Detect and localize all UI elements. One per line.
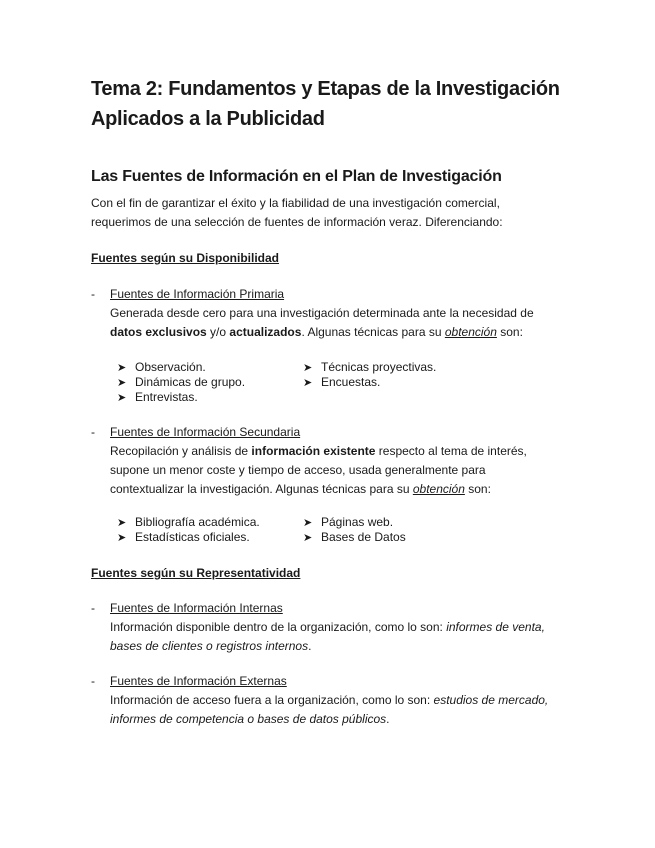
text-segment: . <box>386 712 390 726</box>
dash-marker: - <box>91 674 95 688</box>
text-segment: Recopilación y análisis de <box>110 444 252 458</box>
item-body-primaria <box>110 304 570 342</box>
section-title: Las Fuentes de Información en el Plan de Investigación <box>91 168 502 185</box>
arrow-bullet-icon: ➤ <box>303 362 313 374</box>
item-title-internas: Fuentes de Información Internas <box>110 601 283 615</box>
bullet-text: Observación. <box>135 360 206 374</box>
text-segment: son: <box>464 482 491 496</box>
item-title-externas: Fuentes de Información Externas <box>110 674 287 688</box>
bullet-text: Bibliografía académica. <box>135 515 260 529</box>
text-informacion-existente: información existente <box>251 444 376 458</box>
bullet-text: Estadísticas oficiales. <box>135 530 250 544</box>
text-italic: informes de venta, <box>446 620 545 634</box>
bullet-item <box>117 360 206 376</box>
text-obtencion: obtención <box>444 325 497 339</box>
arrow-bullet-icon: ➤ <box>117 362 127 374</box>
bullet-text: Páginas web. <box>321 515 394 529</box>
bullet-item <box>117 390 198 406</box>
dash-marker: - <box>91 601 95 615</box>
item-title-secundaria: Fuentes de Información Secundaria <box>110 425 301 439</box>
bullet-item <box>303 375 380 391</box>
text-segment: Información de acceso fuera a la organización, como lo son: <box>110 693 434 707</box>
bullet-item <box>117 530 250 546</box>
arrow-bullet-icon: ➤ <box>117 517 127 529</box>
intro-line-1: Con el fin de garantizar el éxito y la fiabilidad de una investigación comercial, <box>91 196 500 210</box>
bullet-text: Técnicas proyectivas. <box>321 360 437 374</box>
primaria-line-1: Generada desde cero para una investigación determinada ante la necesidad de <box>110 306 534 320</box>
text-segment: . <box>308 639 312 653</box>
text-actualizados: actualizados <box>229 325 302 339</box>
bullet-text: Entrevistas. <box>135 390 198 404</box>
intro-line-2: requerimos de una selección de fuentes de información veraz. Diferenciando: <box>91 215 503 229</box>
text-segment: respecto al tema de interés, <box>375 444 527 458</box>
bullet-item <box>117 375 245 391</box>
arrow-bullet-icon: ➤ <box>303 517 313 529</box>
bullet-item <box>117 515 260 531</box>
text-segment: . Algunas técnicas para su <box>301 325 445 339</box>
bullet-text: Encuestas. <box>321 375 381 389</box>
text-segment: Información disponible dentro de la organización, como lo son: <box>110 620 447 634</box>
page-title <box>91 74 560 134</box>
item-title-primaria: Fuentes de Información Primaria <box>110 287 285 301</box>
text-segment: son: <box>496 325 523 339</box>
text-italic: informes de competencia o bases de datos públicos <box>110 712 387 726</box>
heading-representatividad: Fuentes según su Representatividad <box>91 566 301 580</box>
intro-paragraph <box>91 194 571 232</box>
bullet-item <box>303 515 393 531</box>
arrow-bullet-icon: ➤ <box>117 532 127 544</box>
bullet-item <box>303 360 436 376</box>
bullet-item <box>303 530 406 546</box>
text-datos-exclusivos: datos exclusivos <box>110 325 207 339</box>
dash-marker: - <box>91 287 95 301</box>
arrow-bullet-icon: ➤ <box>303 377 313 389</box>
item-body-externas <box>110 691 570 729</box>
item-body-internas <box>110 618 570 656</box>
text-segment: y/o <box>206 325 230 339</box>
text-italic: estudios de mercado, <box>433 693 549 707</box>
title-line-2: Aplicados a la Publicidad <box>91 108 325 130</box>
item-body-secundaria <box>110 442 570 499</box>
text-italic: bases de clientes o registros internos <box>110 639 309 653</box>
title-line-1: Tema 2: Fundamentos y Etapas de la Investigación <box>91 78 560 100</box>
text-segment: contextualizar la investigación. Algunas técnicas para su <box>110 482 413 496</box>
bullet-text: Bases de Datos <box>321 530 406 544</box>
text-obtencion: obtención <box>412 482 465 496</box>
secundaria-line-2: supone un menor coste y tiempo de acceso, usada generalmente para <box>110 463 486 477</box>
dash-marker: - <box>91 425 95 439</box>
arrow-bullet-icon: ➤ <box>303 532 313 544</box>
arrow-bullet-icon: ➤ <box>117 377 127 389</box>
bullet-text: Dinámicas de grupo. <box>135 375 246 389</box>
arrow-bullet-icon: ➤ <box>117 392 127 404</box>
heading-disponibilidad: Fuentes según su Disponibilidad <box>91 251 280 265</box>
